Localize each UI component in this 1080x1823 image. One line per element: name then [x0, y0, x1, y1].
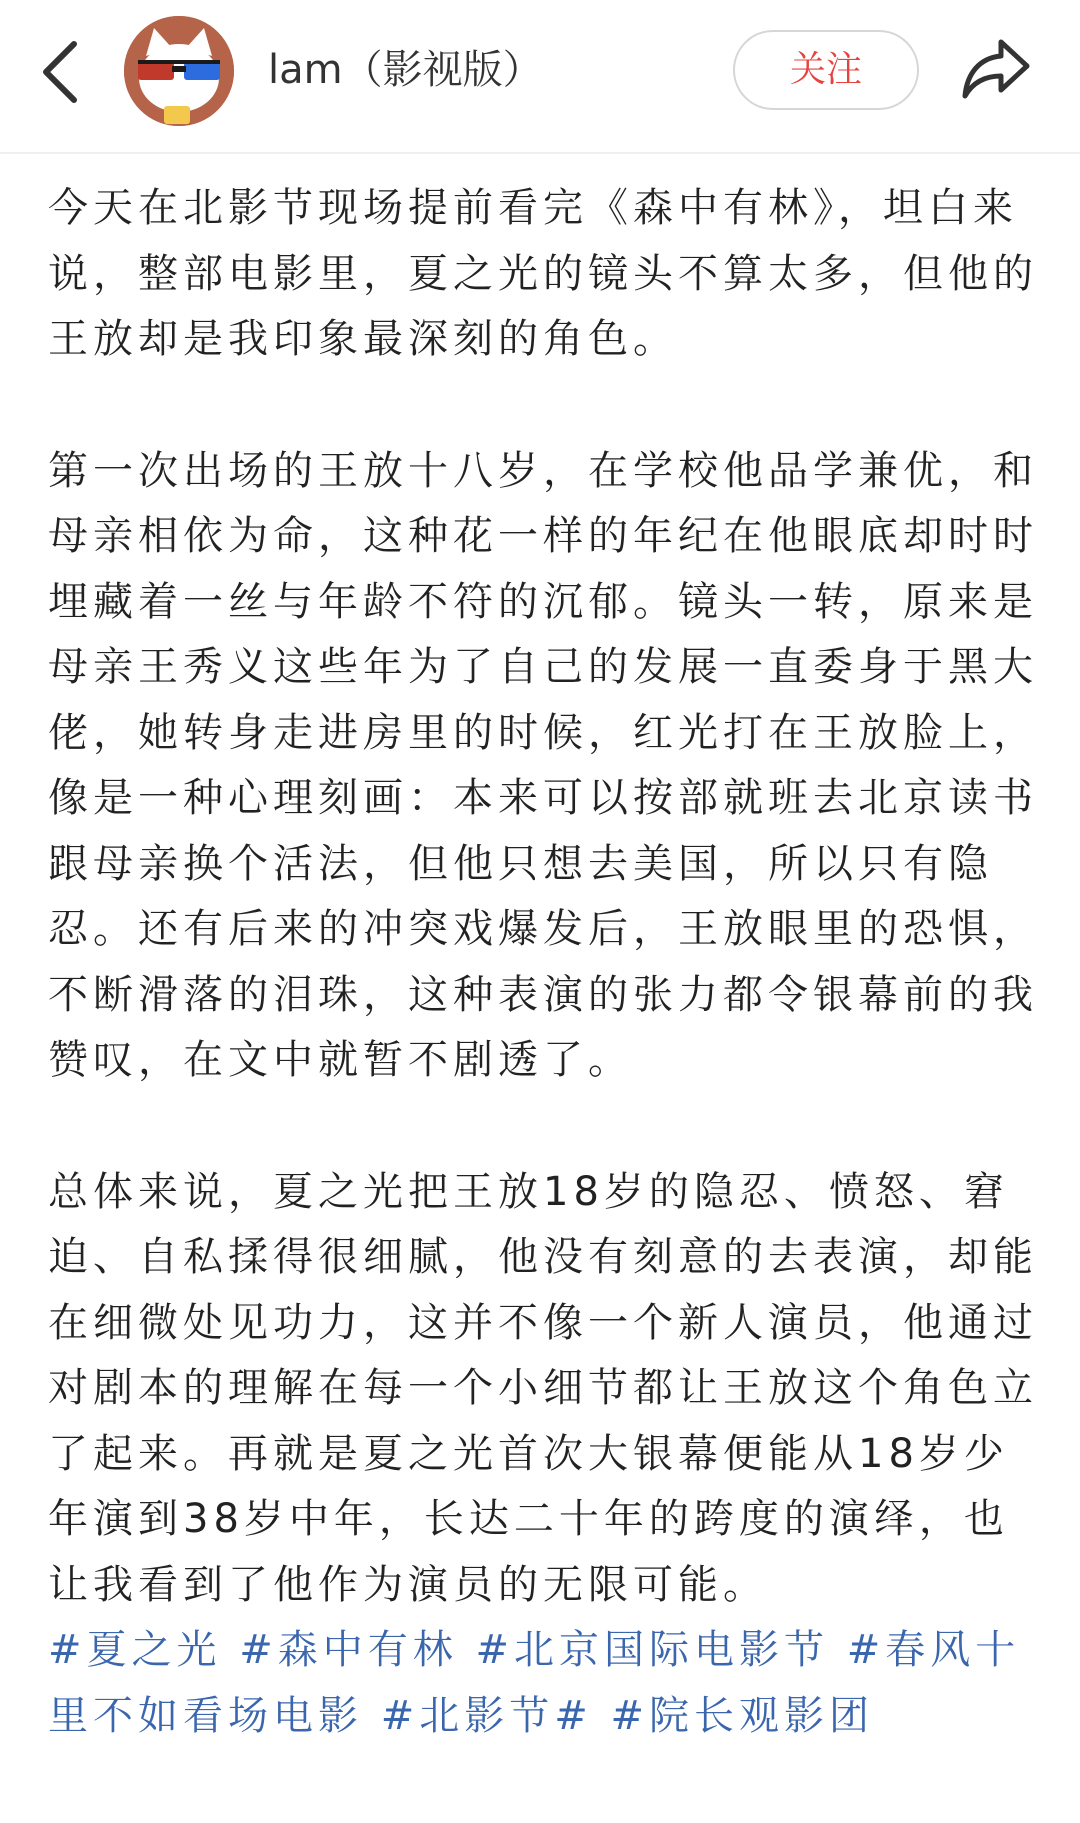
post-paragraph: 总体来说，夏之光把王放18岁的隐忍、愤怒、窘迫、自私揉得很细腻，他没有刻意的去表演，却能在细微处见功力，这并不像一个新人演员，他通过对剧本的理解在每一个小细节都让王放这个角色立了起来。再就是夏之光首次大银幕便能从18岁少年演到38岁中年，长达二十年的跨度的演绎，也让我看到了他作为演员的无限可能。 [48, 1168, 1038, 1608]
hashtag-link[interactable]: #春风十里不如看场电影 [48, 1627, 1021, 1739]
post-header [0, 0, 1080, 154]
cat-avatar-icon [124, 16, 234, 126]
follow-button[interactable]: 关注 [733, 30, 919, 110]
hashtag-link[interactable]: #森中有林 [239, 1627, 458, 1673]
watermark-overlay [480, 1760, 620, 1800]
post-paragraph: 今天在北影节现场提前看完《森中有林》，坦白来说，整部电影里，夏之光的镜头不算太多，但他的王放却是我印象最深刻的角色。 [48, 185, 1038, 362]
paragraph-gap [48, 1094, 1040, 1160]
back-button[interactable] [34, 36, 90, 108]
share-arrow-icon [955, 28, 1037, 110]
hashtag-link[interactable]: #院长观影团 [610, 1692, 874, 1739]
hashtag-link[interactable]: #夏之光 [48, 1627, 222, 1673]
share-button[interactable] [955, 28, 1037, 110]
hashtag-link[interactable]: #北京国际电影节 [475, 1627, 829, 1673]
hashtag-link[interactable]: #北影节# [380, 1692, 593, 1739]
username[interactable]: lam（影视版） [268, 47, 543, 93]
post-body [48, 176, 1040, 1749]
paragraph-gap [48, 373, 1040, 439]
avatar[interactable] [124, 16, 234, 126]
chevron-left-icon [34, 36, 90, 108]
post-paragraph: 第一次出场的王放十八岁，在学校他品学兼优，和母亲相依为命，这种花一样的年纪在他眼底却时时埋藏着一丝与年龄不符的沉郁。镜头一转，原来是母亲王秀义这些年为了自己的发展一直委身于黑大佬，她转身走进房里的时候，红光打在王放脸上，像是一种心理刻画：本来可以按部就班去北京读书跟母亲换个活法，但他只想去美国，所以只有隐忍。还有后来的冲突戏爆发后，王放眼里的恐惧，不断滑落的泪珠，这种表演的张力都令银幕前的我赞叹，在文中就暂不剧透了。 [48, 447, 1038, 1083]
hashtag-list [48, 1618, 1040, 1749]
